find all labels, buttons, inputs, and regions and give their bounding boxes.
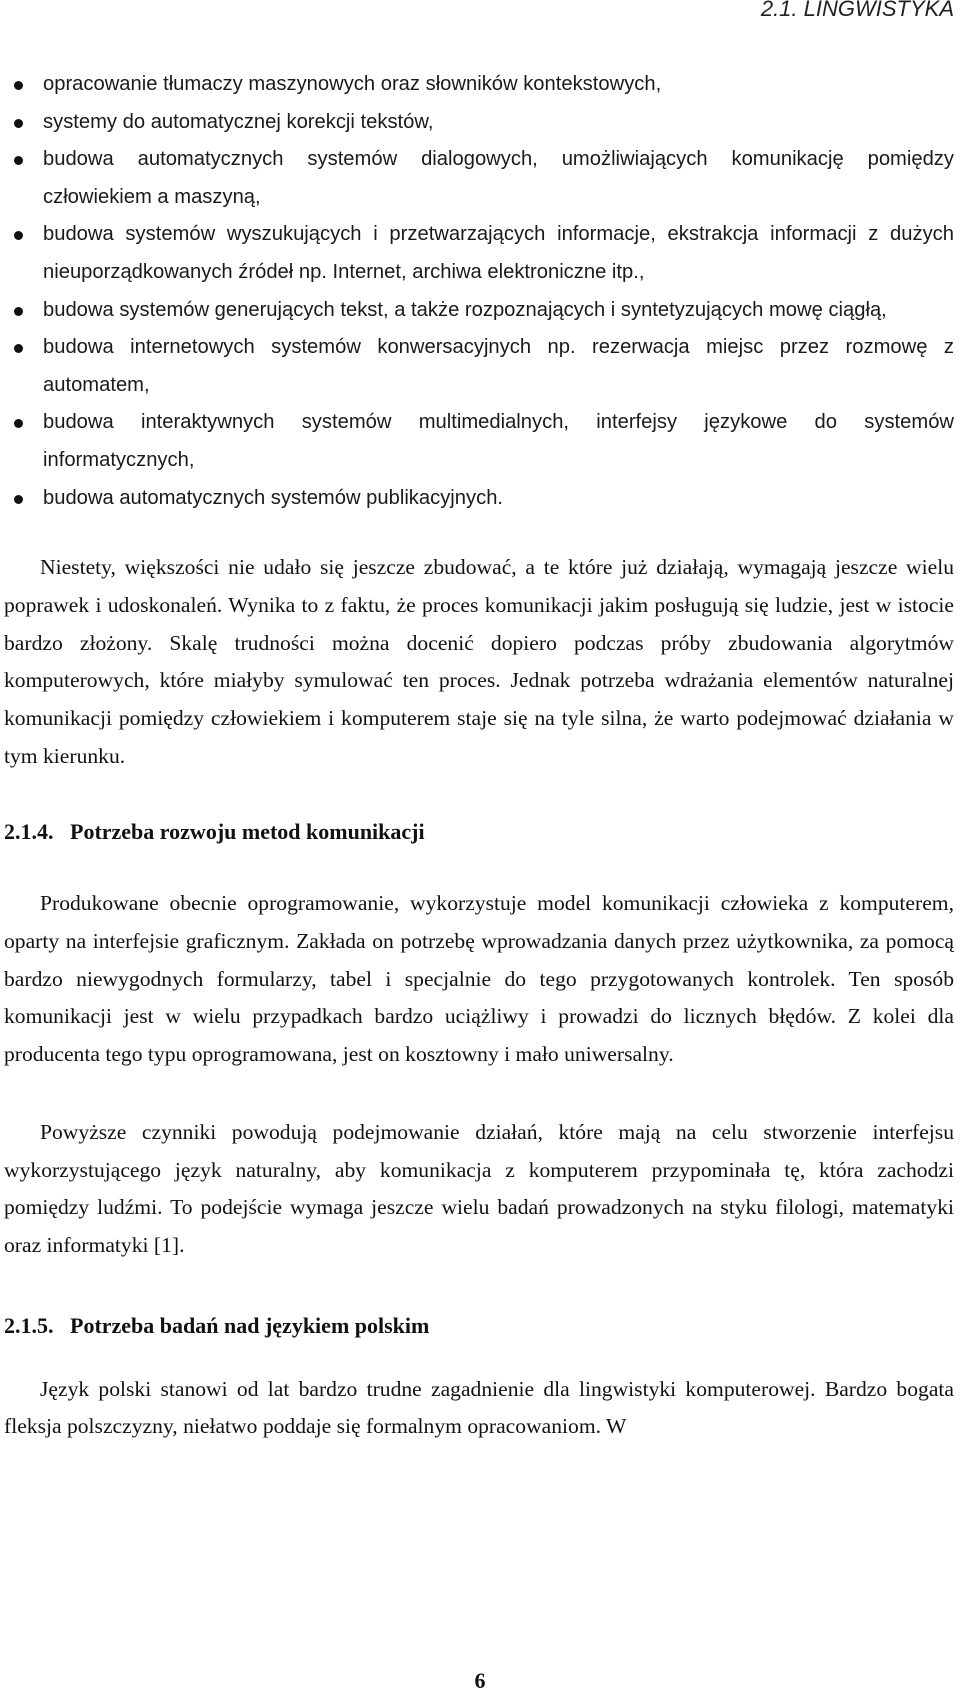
section-heading-2-1-5 bbox=[4, 1311, 954, 1341]
list-item-text: budowa systemów wyszukujących i przetwarzających informacje, ekstrakcja informacji z dużych nieuporządkowanych źródeł np. Internet, archiwa elektroniczne itp., bbox=[43, 223, 954, 283]
list-item bbox=[4, 292, 954, 330]
list-item bbox=[4, 329, 954, 404]
section-heading-2-1-4 bbox=[4, 817, 954, 847]
page-content bbox=[4, 66, 954, 1446]
bullet-icon bbox=[14, 231, 23, 240]
list-item-text: opracowanie tłumaczy maszynowych oraz słowników kontekstowych, bbox=[43, 73, 662, 95]
bullet-icon bbox=[14, 119, 23, 128]
paragraph-natural-language-interface: Powyższe czynniki powodują podejmowanie działań, które mają na celu stworzenie interfejsu wykorzystującego język naturalny, aby komunikacja z komputerem przypominała tę, która zachodzi pomiędzy ludźmi. To podejście wymaga jeszcze wielu badań prowadzonych na styku filologi, matematyki oraz informatyki [1]. bbox=[4, 1119, 954, 1257]
bullet-icon bbox=[14, 495, 23, 504]
list-item bbox=[4, 66, 954, 104]
list-item bbox=[4, 404, 954, 479]
list-item-text: budowa interaktywnych systemów multimedialnych, interfejsy językowe do systemów informatycznych, bbox=[43, 411, 954, 471]
running-header: 2.1. LINGWISTYKA bbox=[760, 0, 954, 21]
section-title: Potrzeba badań nad językiem polskim bbox=[70, 1312, 430, 1338]
paragraph-polish-language: Język polski stanowi od lat bardzo trudne zagadnienie dla lingwistyki komputerowej. Bardzo bogata fleksja polszczyzny, niełatwo poddaje się formalnym opracowaniom. W bbox=[4, 1376, 954, 1439]
list-item bbox=[4, 104, 954, 142]
list-item-text: budowa automatycznych systemów publikacyjnych. bbox=[43, 486, 504, 509]
bullet-icon bbox=[14, 307, 23, 316]
bullet-icon bbox=[14, 419, 23, 428]
section-number: 2.1.4. bbox=[4, 819, 54, 845]
paragraph-gui-model: Produkowane obecnie oprogramowanie, wykorzystuje model komunikacji człowieka z komputerem, oparty na interfejsie graficznym. Zakłada on potrzebę wprowadzania danych przez użytkownika, za pomocą bardzo niewygodnych formularzy, tabel i specjalnie do tego przygotowanych kontrolek. Ten sposób komunikacji jest w wielu przypadkach bardzo uciążliwy i prowadzi do licznych błędów. Z kolei dla producenta tego typu oprogramowana, jest on kosztowny i mało uniwersalny. bbox=[4, 891, 954, 1067]
list-item-text: systemy do automatycznej korekcji tekstów, bbox=[43, 110, 434, 133]
paragraph-challenges: Niestety, większości nie udało się jeszcze zbudować, a te które już działają, wymagają jeszcze wielu poprawek i udoskonaleń. Wynika to z faktu, że proces komunikacji jakim posługują się ludzie, jest w istocie bardzo złożony. Skalę trudności można docenić dopiero podczas próby zbudowania algorytmów komputerowych, które miałyby symulować ten proces. Jednak potrzeba wdrażania elementów naturalnej komunikacji pomiędzy człowiekiem i komputerem staje się na tyle silna, że warto podejmować działania w tym kierunku. bbox=[4, 555, 954, 768]
page-number: 6 bbox=[474, 1668, 486, 1693]
list-item-text: budowa automatycznych systemów dialogowych, umożliwiających komunikację pomiędzy człowiekiem a maszyną, bbox=[43, 148, 954, 208]
section-number: 2.1.5. bbox=[4, 1312, 54, 1338]
list-item bbox=[4, 480, 954, 518]
list-item-text: budowa internetowych systemów konwersacyjnych np. rezerwacja miejsc przez rozmowę z automatem, bbox=[43, 336, 954, 396]
list-item-text: budowa systemów generujących tekst, a także rozpoznających i syntetyzujących mowę ciągłą, bbox=[43, 298, 887, 321]
list-item bbox=[4, 216, 954, 291]
bullet-icon bbox=[14, 344, 23, 353]
section-title: Potrzeba rozwoju metod komunikacji bbox=[70, 819, 425, 845]
list-item bbox=[4, 141, 954, 216]
bullet-icon bbox=[14, 156, 23, 165]
bullet-icon bbox=[14, 81, 23, 90]
bullet-list bbox=[4, 66, 954, 517]
